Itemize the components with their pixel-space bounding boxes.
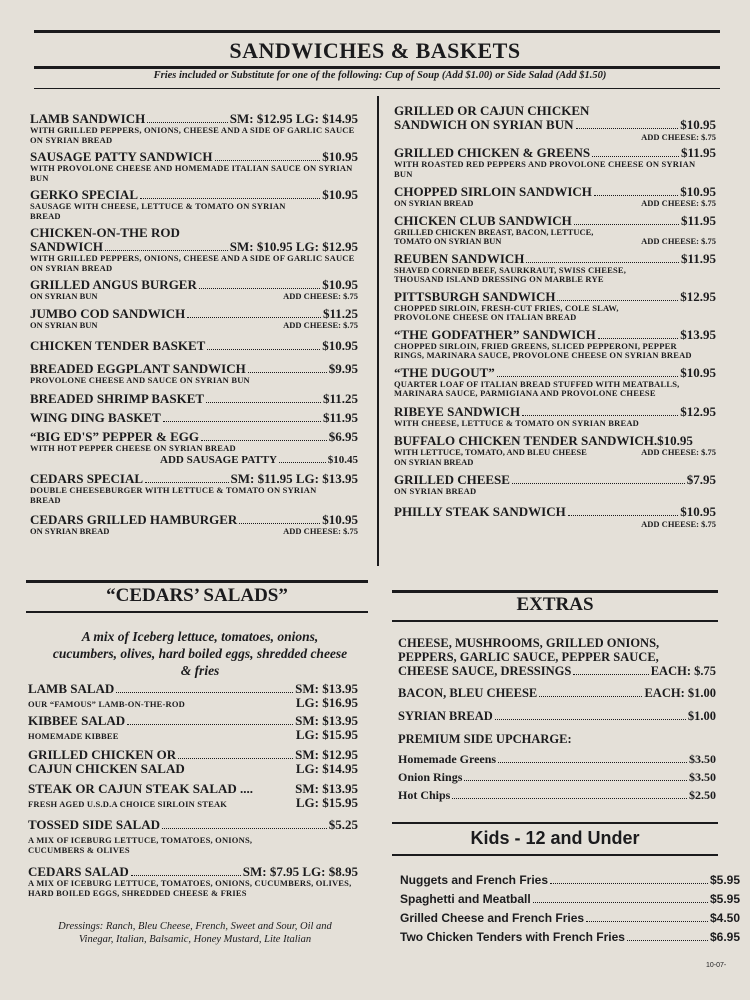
column-divider	[377, 96, 379, 566]
kids-title: Kids - 12 and Under	[470, 828, 640, 848]
item-name: PHILLY STEAK SANDWICH	[394, 503, 566, 519]
leader-dots	[573, 674, 648, 675]
menu-item	[30, 392, 358, 406]
menu-item	[394, 185, 716, 209]
item-desc: CHOPPED SIRLOIN, FRIED GREENS, SLICED PEPPERONI, PEPPER RINGS, MARINARA SAUCE, PROVOLONE CHEESE ON SYRIAN BREAD	[394, 340, 692, 360]
menu-item	[30, 513, 358, 537]
item-name: BREADED SHRIMP BASKET	[30, 390, 205, 406]
menu-item	[30, 430, 358, 468]
item-desc: ON SYRIAN BREAD	[394, 486, 477, 496]
leader-dots	[592, 156, 679, 157]
item-desc: SHAVED CORNED BEEF, SAURKRAUT, SWISS CHEESE, THOUSAND ISLAND DRESSING ON MARBLE RYE	[394, 264, 627, 284]
side-price: $2.50	[689, 788, 716, 802]
item-desc: WITH CHEESE, LETTUCE & TOMATO ON SYRIAN BREAD	[394, 417, 640, 428]
addon: ADD CHEESE: $.75	[641, 132, 716, 142]
item-name: LAMB SALAD	[28, 681, 115, 696]
item-desc: WITH PROVOLONE CHEESE AND HOMEMADE ITALIAN SAUCE ON SYRIAN BUN	[30, 163, 353, 183]
item-price: $11.95	[680, 145, 716, 160]
item-desc: A MIX OF ICEBURG LETTUCE, TOMATOES, ONIONS, CUCUMBERS & OLIVES	[28, 835, 253, 855]
item-price: $10.95	[322, 338, 358, 353]
item-price-small: SM: $13.95	[295, 681, 358, 696]
leader-dots	[131, 875, 241, 876]
extras-list	[398, 636, 716, 802]
salads-title-rule	[26, 611, 368, 613]
item-name-line2: SANDWICH	[30, 239, 103, 254]
menu-item	[30, 339, 358, 353]
page-title: SANDWICHES & BASKETS	[229, 38, 521, 63]
extras-title: EXTRAS	[516, 594, 594, 615]
item-name: GERKO SPECIAL	[30, 187, 138, 202]
item-price-large: LG: $16.95	[295, 695, 358, 710]
item-desc: ON SYRIAN BREAD	[30, 526, 110, 536]
item-price: $12.95	[680, 288, 716, 304]
leader-dots	[498, 762, 687, 763]
menu-item	[30, 307, 358, 331]
leader-dots	[568, 515, 679, 516]
item-desc: WITH GRILLED PEPPERS, ONIONS, CHEESE AND A SIDE OF GARLIC SAUCE ON SYRIAN BREAD	[30, 125, 355, 145]
menu-item	[30, 150, 358, 183]
item-name-line1: GRILLED OR CAJUN CHICKEN	[394, 103, 590, 118]
salads-blurb: A mix of Iceberg lettuce, tomatoes, onions, cucumbers, olives, hard boiled eggs, shredded cheese & fries	[52, 629, 348, 678]
subtitle-rule	[34, 88, 720, 89]
menu-item	[394, 473, 716, 497]
extras-title-rule	[392, 620, 718, 622]
item-name: GRILLED CHEESE	[394, 472, 510, 487]
kids-item-name: Grilled Cheese and French Fries	[400, 911, 585, 925]
menu-item	[394, 366, 716, 399]
side-name: Hot Chips	[398, 788, 451, 802]
leader-dots	[163, 421, 321, 422]
item-name: GRILLED CHICKEN & GREENS	[394, 145, 591, 160]
item-price: $10.95	[322, 149, 358, 164]
extras-line: PEPPERS, GARLIC SAUCE, PEPPER SAUCE,	[398, 650, 659, 664]
item-price: SM: $7.95 LG: $8.95	[242, 864, 358, 879]
item-price: $9.95	[328, 361, 358, 376]
item-desc: OUR “FAMOUS” LAMB-ON-THE-ROD	[28, 699, 186, 709]
item-name: CHICKEN CLUB SANDWICH	[394, 212, 572, 228]
item-name: BUFFALO CHICKEN TENDER SANDWICH.	[394, 433, 658, 448]
leader-dots	[127, 724, 293, 725]
leader-dots	[586, 921, 708, 922]
item-name: “BIG ED'S” PEPPER & EGG	[30, 428, 200, 444]
menu-item	[394, 328, 716, 361]
item-price-large: LG: $15.95	[295, 795, 358, 810]
leader-dots	[162, 828, 327, 829]
leader-dots	[539, 696, 642, 697]
salad-item	[28, 865, 358, 898]
extras-name: BACON, BLEU CHEESE	[398, 686, 538, 700]
kids-item-name: Spaghetti and Meatball	[400, 892, 531, 906]
item-desc: WITH LETTUCE, TOMATO, AND BLEU CHEESE ON SYRIAN BREAD	[394, 447, 587, 467]
item-desc: WITH HOT PEPPER CHEESE ON SYRIAN BREAD	[30, 442, 236, 453]
menu-item	[30, 472, 358, 505]
item-price: $10.95	[680, 184, 716, 199]
leader-dots	[248, 372, 327, 373]
leader-dots	[452, 798, 687, 799]
extras-price: EACH: $1.00	[644, 686, 716, 700]
header-rule	[34, 66, 720, 69]
salad-item	[28, 782, 358, 810]
item-price: $10.95	[680, 503, 716, 519]
item-desc: SAUSAGE WITH CHEESE, LETTUCE & TOMATO ON SYRIAN BREAD	[30, 201, 286, 221]
addon-name: ADD SAUSAGE PATTY	[160, 454, 277, 466]
item-price: $10.95	[680, 117, 716, 132]
addon: ADD CHEESE: $.75	[641, 447, 716, 457]
kids-item-price: $5.95	[709, 892, 740, 906]
item-name: JUMBO COD SANDWICH	[30, 305, 186, 321]
menu-item	[394, 505, 716, 529]
addon: ADD CHEESE: $.75	[283, 526, 358, 536]
leader-dots	[199, 288, 320, 289]
extras-name: SYRIAN BREAD	[398, 709, 493, 723]
salad-item	[28, 748, 358, 776]
item-desc: QUARTER LOAF OF ITALIAN BREAD STUFFED WITH MEATBALLS, MARINARA SAUCE, PARMIGIANA AND PROVOLONE CHEESE	[394, 378, 680, 398]
item-name: CEDARS SALAD	[28, 864, 129, 879]
item-name: SAUSAGE PATTY SANDWICH	[30, 149, 213, 164]
item-name: CEDARS GRILLED HAMBURGER	[30, 512, 238, 527]
item-name: WING DING BASKET	[30, 409, 161, 425]
item-name: STEAK OR CAJUN STEAK SALAD ....	[28, 781, 254, 796]
item-price: $11.25	[322, 305, 358, 321]
addon: ADD CHEESE: $.75	[283, 319, 358, 330]
leader-dots	[522, 415, 678, 416]
top-rule	[34, 30, 720, 33]
item-price-large: LG: $14.95	[295, 761, 358, 776]
item-name: TOSSED SIDE SALAD	[28, 817, 160, 832]
menu-item	[394, 214, 716, 247]
item-desc: FRESH AGED U.S.D.A CHOICE SIRLOIN STEAK	[28, 799, 228, 809]
item-desc: ON SYRIAN BUN	[30, 319, 98, 330]
menu-item	[30, 226, 358, 273]
item-name: “THE GODFATHER” SANDWICH	[394, 326, 596, 342]
item-name: GRILLED ANGUS BURGER	[30, 277, 197, 292]
addon-price: $10.45	[327, 454, 358, 466]
salads-top-rule	[26, 580, 368, 583]
kids-list	[400, 874, 740, 944]
premium-heading: PREMIUM SIDE UPCHARGE:	[398, 732, 572, 746]
salad-item	[28, 714, 358, 742]
item-price: $5.25	[328, 817, 358, 832]
salads-title: “CEDARS’ SALADS”	[106, 585, 288, 606]
item-desc: ON SYRIAN BUN	[30, 291, 98, 301]
side-price: $3.50	[689, 752, 716, 766]
item-price: $10.95	[322, 187, 358, 202]
item-name: CEDARS SPECIAL	[30, 471, 144, 486]
salad-item	[28, 682, 358, 710]
menu-item	[30, 278, 358, 302]
menu-item	[394, 104, 716, 142]
menu-item	[30, 411, 358, 425]
leader-dots	[147, 122, 228, 123]
leader-dots	[207, 349, 320, 350]
leader-dots	[598, 338, 678, 339]
kids-item-name: Nuggets and French Fries	[400, 873, 549, 887]
item-desc: DOUBLE CHEESEBURGER WITH LETTUCE & TOMATO ON SYRIAN BREAD	[30, 485, 317, 505]
item-name-line2: SANDWICH ON SYRIAN BUN	[394, 117, 574, 132]
leader-dots	[178, 758, 293, 759]
kids-item-price: $5.95	[709, 873, 740, 887]
header-subtitle: Fries included or Substitute for one of the following: Cup of Soup (Add $1.00) or Side Salad (Add $1.50)	[153, 70, 607, 81]
item-price: $10.95	[322, 277, 358, 292]
item-price: SM: $11.95 LG: $13.95	[230, 471, 358, 486]
item-price: $10.95	[657, 433, 693, 448]
item-price: $11.95	[322, 409, 358, 425]
dressings-note: Dressings: Ranch, Bleu Cheese, French, Sweet and Sour, Oil and Vinegar, Italian, Balsamic, Honey Mustard, Lite Italian	[58, 921, 332, 945]
item-price-small: SM: $12.95	[295, 747, 358, 762]
extras-line: CHEESE SAUCE, DRESSINGS	[398, 664, 572, 678]
leader-dots	[497, 376, 678, 377]
item-desc: HOMEMADE KIBBEE	[28, 731, 119, 741]
addon: ADD CHEESE: $.75	[283, 291, 358, 301]
menu-item	[30, 112, 358, 145]
item-price: SM: $12.95 LG: $14.95	[229, 111, 358, 126]
item-desc: WITH GRILLED PEPPERS, ONIONS, CHEESE AND A SIDE OF GARLIC SAUCE ON SYRIAN BREAD	[30, 253, 355, 273]
item-price: $11.95	[680, 250, 716, 266]
side-name: Onion Rings	[398, 770, 463, 784]
menu-item	[394, 290, 716, 323]
item-price-large: LG: $15.95	[295, 727, 358, 742]
leader-dots	[533, 902, 708, 903]
item-price: $11.95	[680, 212, 716, 228]
addon: ADD CHEESE: $.75	[641, 518, 716, 529]
kids-item-price: $4.50	[709, 911, 740, 925]
item-name: REUBEN SANDWICH	[394, 250, 525, 266]
addon: ADD CHEESE: $.75	[641, 198, 716, 208]
extras-price: $1.00	[687, 709, 716, 723]
salads-list	[28, 682, 358, 898]
item-name: BREADED EGGPLANT SANDWICH	[30, 361, 246, 376]
item-price: SM: $10.95 LG: $12.95	[229, 239, 358, 254]
sandwiches-left-column	[30, 112, 358, 537]
item-name: “THE DUGOUT”	[394, 364, 495, 380]
item-name: RIBEYE SANDWICH	[394, 403, 521, 419]
leader-dots	[206, 402, 321, 403]
item-price: $10.95	[680, 364, 716, 380]
menu-item	[394, 146, 716, 179]
print-code: 10-07-	[706, 962, 727, 969]
salad-item	[28, 818, 358, 855]
leader-dots	[464, 780, 687, 781]
sandwiches-right-column	[394, 104, 716, 529]
item-price: $6.95	[328, 428, 358, 444]
leader-dots	[239, 523, 320, 524]
item-price-small: SM: $13.95	[295, 781, 358, 796]
leader-dots	[627, 940, 708, 941]
item-price: $11.25	[322, 390, 358, 406]
item-price: $13.95	[680, 326, 716, 342]
kids-title-rule	[392, 854, 718, 856]
leader-dots	[140, 198, 320, 199]
kids-top-rule	[392, 822, 718, 824]
item-desc: PROVOLONE CHEESE AND SAUCE ON SYRIAN BUN	[30, 375, 250, 385]
addon: ADD CHEESE: $.75	[641, 236, 716, 246]
menu-item	[394, 434, 716, 467]
leader-dots	[557, 300, 678, 301]
item-name-line2: CAJUN CHICKEN SALAD	[28, 761, 185, 776]
item-name-line1: CHICKEN-ON-THE ROD	[30, 225, 180, 240]
menu-item	[30, 362, 358, 386]
item-desc: GRILLED CHICKEN BREAST, BACON, LETTUCE, TOMATO ON SYRIAN BUN	[394, 226, 594, 246]
leader-dots	[215, 160, 321, 161]
extras-top-rule	[392, 590, 718, 593]
leader-dots	[279, 462, 326, 463]
leader-dots	[550, 883, 708, 884]
item-price-small: SM: $13.95	[295, 713, 358, 728]
leader-dots	[574, 224, 679, 225]
leader-dots	[495, 719, 686, 720]
item-desc: A MIX OF ICEBURG LETTUCE, TOMATOES, ONIONS, CUCUMBERS, OLIVES, HARD BOILED EGGS, SHREDDED CHEESE & FRIES	[28, 878, 352, 898]
leader-dots	[512, 483, 685, 484]
item-name: KIBBEE SALAD	[28, 713, 126, 728]
menu-item	[394, 252, 716, 285]
leader-dots	[594, 195, 678, 196]
side-name: Homemade Greens	[398, 752, 497, 766]
item-desc: CHOPPED SIRLOIN, FRESH-CUT FRIES, COLE SLAW, PROVOLONE CHEESE ON ITALIAN BREAD	[394, 302, 619, 322]
menu-item	[30, 188, 358, 221]
leader-dots	[526, 262, 679, 263]
item-price: $12.95	[680, 403, 716, 419]
item-desc: ON SYRIAN BREAD	[394, 198, 474, 208]
extras-price: EACH: $.75	[650, 664, 716, 678]
leader-dots	[576, 128, 679, 129]
extras-line: CHEESE, MUSHROOMS, GRILLED ONIONS,	[398, 636, 660, 650]
item-name: PITTSBURGH SANDWICH	[394, 288, 556, 304]
leader-dots	[116, 692, 293, 693]
leader-dots	[201, 440, 327, 441]
item-name: CHICKEN TENDER BASKET	[30, 338, 206, 353]
leader-dots	[105, 250, 228, 251]
item-price: $7.95	[686, 472, 716, 487]
leader-dots	[187, 317, 321, 318]
kids-item-price: $6.95	[709, 930, 740, 944]
item-name: CHOPPED SIRLOIN SANDWICH	[394, 184, 592, 199]
side-price: $3.50	[689, 770, 716, 784]
item-name: LAMB SANDWICH	[30, 111, 146, 126]
kids-item-name: Two Chicken Tenders with French Fries	[400, 930, 625, 944]
item-name: GRILLED CHICKEN OR	[28, 747, 177, 762]
item-desc: WITH ROASTED RED PEPPERS AND PROVOLONE CHEESE ON SYRIAN BUN	[394, 159, 696, 179]
leader-dots	[145, 482, 228, 483]
menu-item	[394, 405, 716, 429]
item-price: $10.95	[322, 512, 358, 527]
